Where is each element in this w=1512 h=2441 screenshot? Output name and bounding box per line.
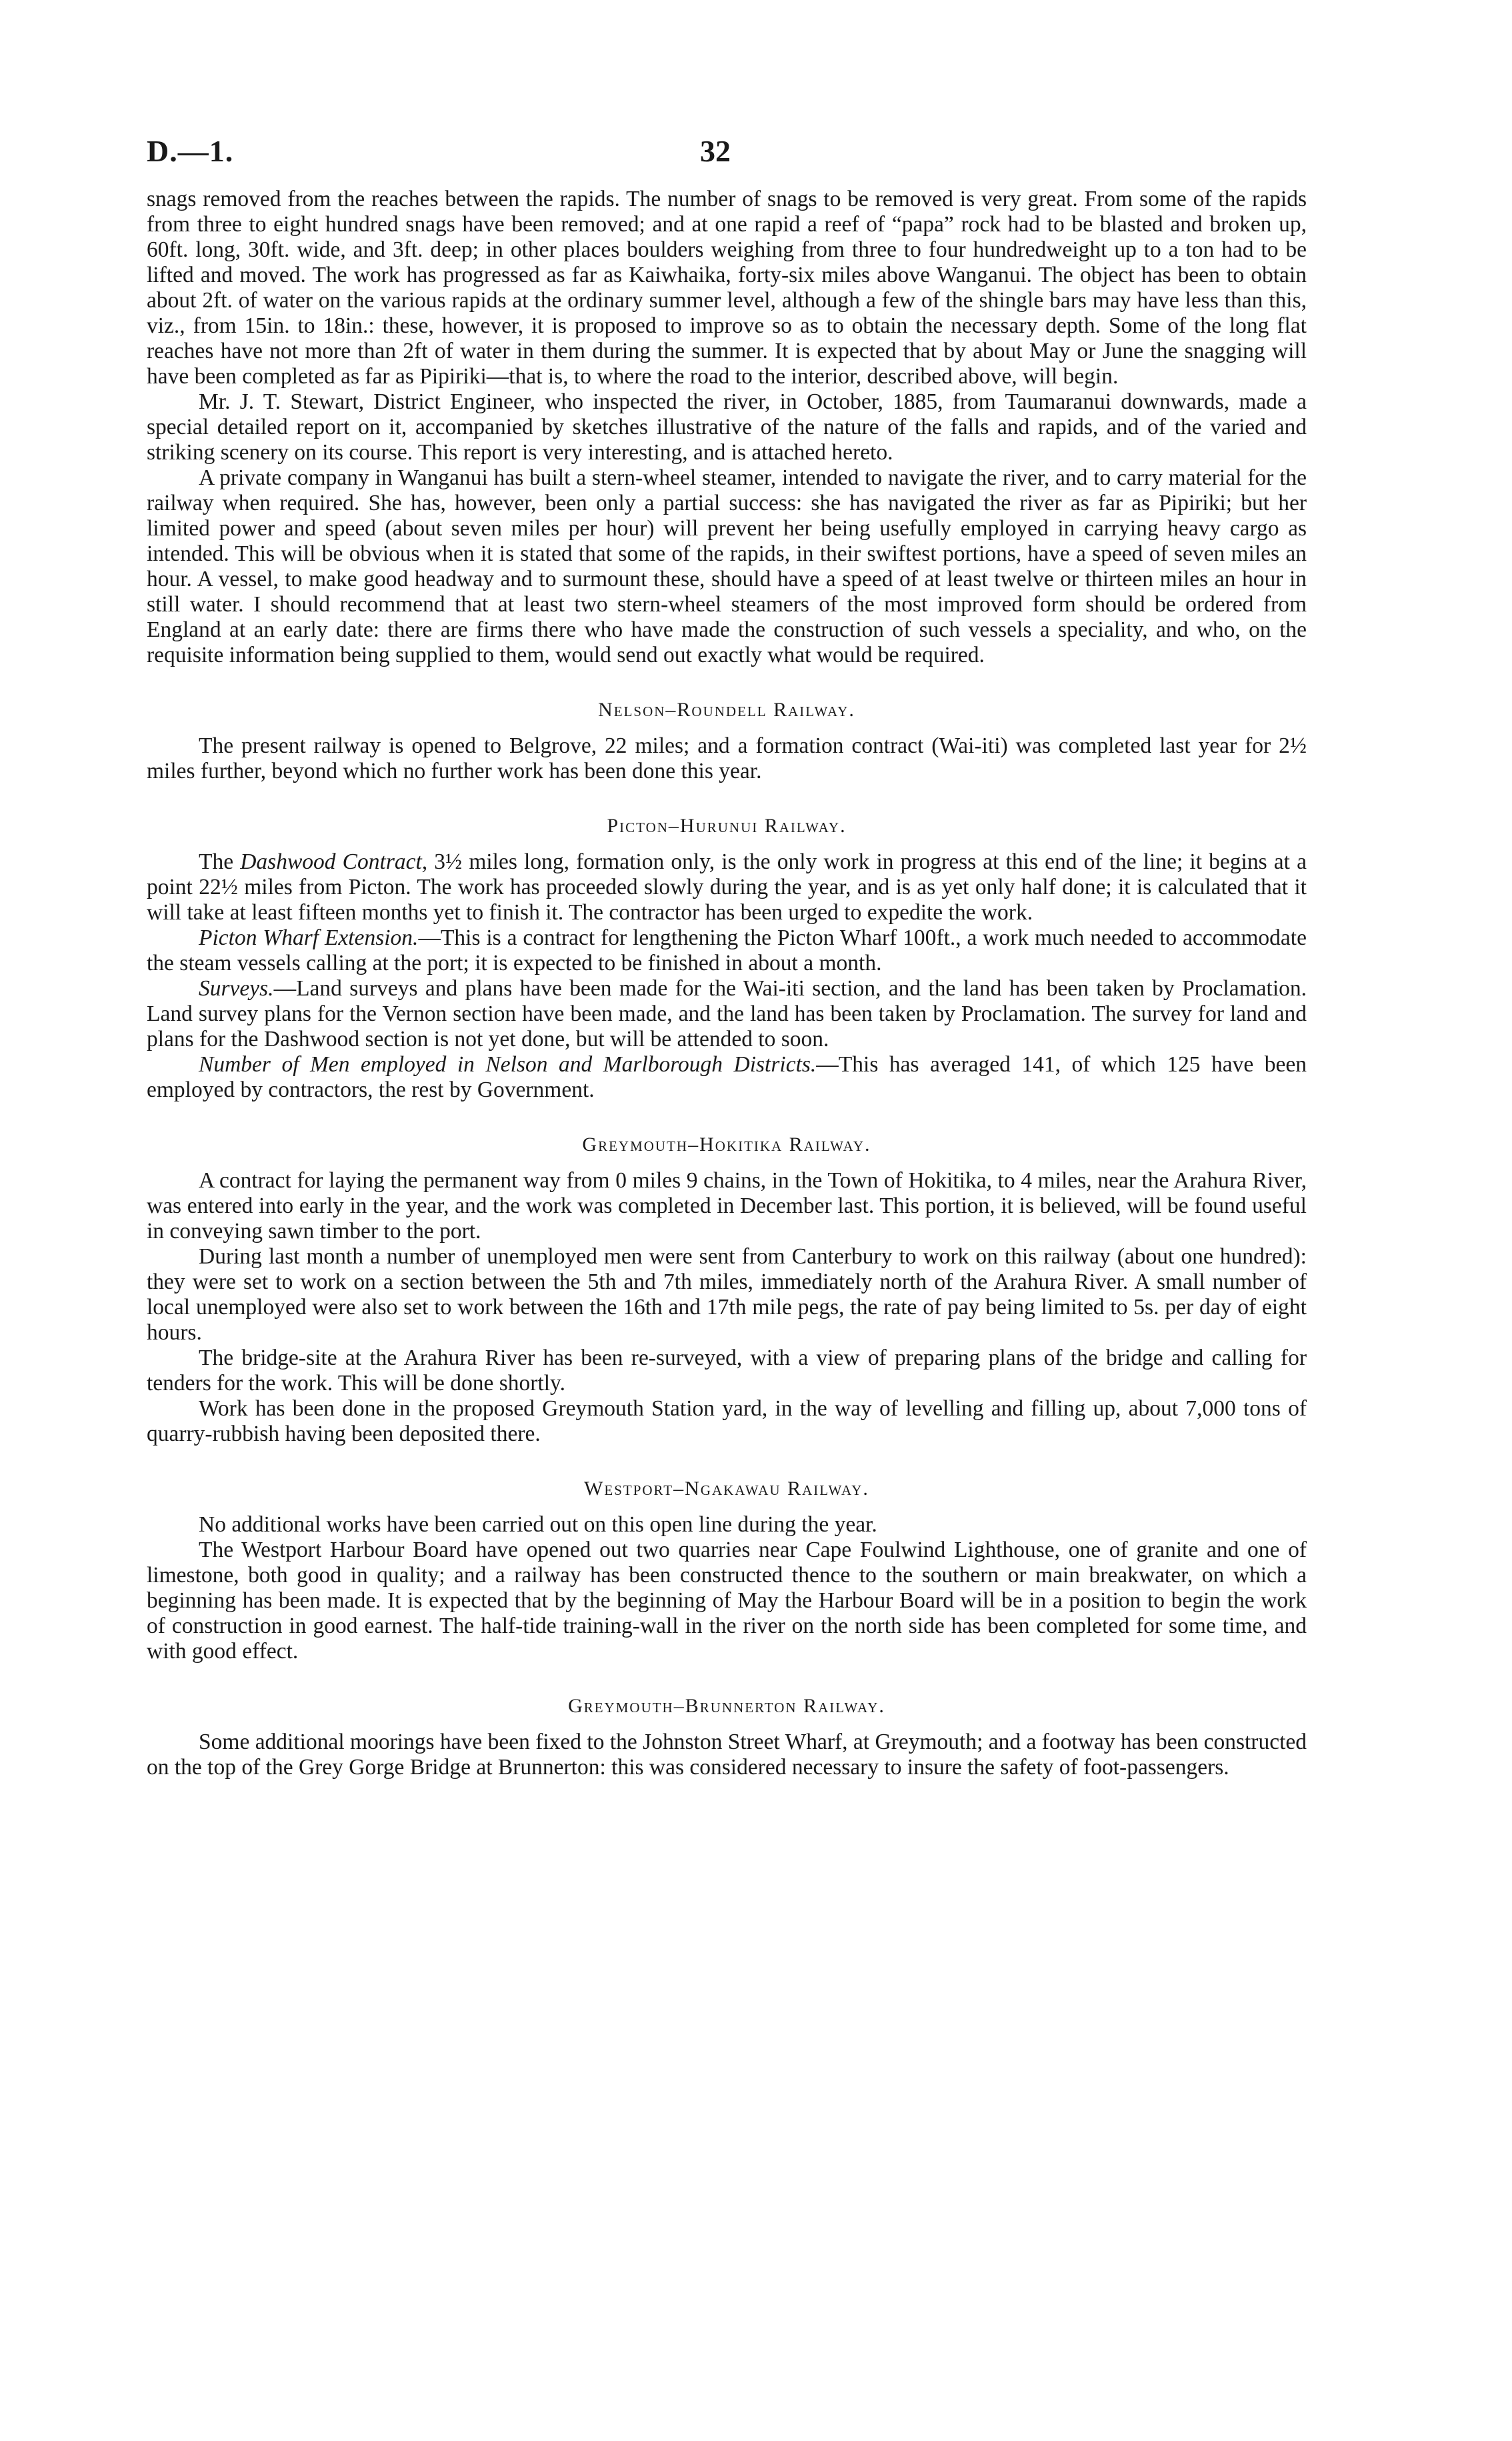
paragraph: The Westport Harbour Board have opened out two quarries near Cape Foulwind Lighthouse, one of granite and one of limestone, both good in quality; and a railway has been constructed thence to the southern or main breakwater, on which a beginning has been made. It is expected that by the beginning of May the Harbour Board will be in a position to begin the work of construction in good earnest. The half-tide training-wall in the river on the north side has been completed for some time, and with good effect. [147, 1538, 1307, 1664]
paragraph: The present railway is opened to Belgrove, 22 miles; and a formation contract (Wai-iti) was completed last year for 2½ miles further, beyond which no further work has been done this year. [147, 733, 1307, 783]
picton-hurunui-section [147, 815, 1307, 1103]
nelson-roundell-section [147, 699, 1307, 784]
section-heading: Picton–Hurunui Railway. [607, 815, 847, 837]
document-page [147, 133, 1307, 1780]
paragraph-text: —This has averaged 141, of which 125 have been employed by contractors, the rest by Government. [147, 1052, 1307, 1102]
paragraph-italic-lead: Picton Wharf Extension. [199, 925, 419, 950]
greymouth-brunnerton-section [147, 1695, 1307, 1780]
paragraph [147, 976, 1307, 1052]
greymouth-hokitika-section [147, 1133, 1307, 1447]
paragraph: A private company in Wanganui has built a stern-wheel steamer, intended to navigate the river, and to carry material for the railway when required. She has, however, been only a partial success: she has navigated the river as far as Pipiriki; but her limited power and speed (about seven miles per hour) will prevent her being usefully employed in carrying heavy cargo as intended. This will be obvious when it is stated that some of the rapids, in their swiftest portions, have a speed of seven miles an hour. A vessel, to make good headway and to surmount these, should have a speed of at least twelve or thirteen miles an hour in still water. I should recommend that at least two stern-wheel steamers of the most improved form should be ordered from England at an early date: there are firms there who have made the construction of such vessels a speciality, and who, on the requisite information being supplied to them, would send out exactly what would be required. [147, 465, 1307, 667]
paragraph [147, 925, 1307, 976]
section-heading: Nelson–Roundell Railway. [598, 699, 855, 721]
document-reference: D.—1. [147, 134, 234, 168]
paragraph-text: —This is a contract for lengthening the Picton Wharf 100ft., a work much needed to accommodate the steam vessels calling at the port; it is expected to be finished in about a month. [147, 925, 1307, 975]
paragraph: A contract for laying the permanent way from 0 miles 9 chains, in the Town of Hokitika, to 4 miles, near the Arahura River, was entered into early in the year, and the work was completed in December last. This portion, it is believed, will be found useful in conveying sawn timber to the port. [147, 1168, 1307, 1244]
paragraph-text: 3½ miles long, formation only, is the only work in progress at this end of the line; it begins at a point 22½ miles from Picton. The work has proceeded slowly during the year, and is as yet only half done; it is calculated that it will take at least fifteen months yet to finish it. The contractor has been urged to expedite the work. [147, 849, 1307, 925]
paragraph-italic-lead: Dashwood Contract, [240, 849, 428, 874]
paragraph: Mr. J. T. Stewart, District Engineer, who inspected the river, in October, 1885, from Taumaranui downwards, made a special detailed report on it, accompanied by sketches illustrative of the nature of the falls and rapids, and of the varied and striking scenery on its course. This report is very interesting, and is attached hereto. [147, 389, 1307, 465]
page-number: 32 [700, 134, 731, 168]
paragraph: snags removed from the reaches between the rapids. The number of snags to be removed is very great. From some of the rapids from three to eight hundred snags have been removed; and at one rapid a reef of “papa” rock had to be blasted and broken up, 60ft. long, 30ft. wide, and 3ft. deep; in other places boulders weighing from three to four hundredweight up to a ton had to be lifted and moved. The work has progressed as far as Kaiwhaika, forty-six miles above Wanganui. The object has been to obtain about 2ft. of water on the various rapids at the ordinary summer level, although a few of the shingle bars may have less than this, viz., from 15in. to 18in.: these, however, it is proposed to improve so as to obtain the necessary depth. Some of the long flat reaches have not more than 2ft of water in them during the summer. It is expected that by about May or June the snagging will have been completed as far as Pipiriki—that is, to where the road to the interior, described above, will begin. [147, 187, 1307, 389]
paragraph: Some additional moorings have been fixed to the Johnston Street Wharf, at Greymouth; and a footway has been constructed on the top of the Grey Gorge Bridge at Brunnerton: this was considered necessary to insure the safety of foot-passengers. [147, 1730, 1307, 1780]
paragraph-text: —Land surveys and plans have been made for the Wai-iti section, and the land has been taken by Proclamation. Land survey plans for the Vernon section have been made, and the land has been taken by Proclamation. The survey for land and plans for the Dashwood section is not yet done, but will be attended to soon. [147, 976, 1307, 1051]
page-header [147, 133, 1307, 187]
section-heading: Greymouth–Brunnerton Railway. [568, 1695, 885, 1717]
paragraph: Work has been done in the proposed Greymouth Station yard, in the way of levelling and filling up, about 7,000 tons of quarry-rubbish having been deposited there. [147, 1396, 1307, 1446]
paragraph: The bridge-site at the Arahura River has been re-surveyed, with a view of preparing plans of the bridge and calling for tenders for the work. This will be done shortly. [147, 1346, 1307, 1396]
section-heading: Westport–Ngakawau Railway. [584, 1478, 869, 1500]
paragraph-italic-lead: Surveys. [199, 976, 274, 1001]
paragraph-italic-lead: Number of Men employed in Nelson and Marlborough Districts. [199, 1052, 817, 1077]
paragraph-lead: The [199, 849, 241, 874]
paragraph [147, 849, 1307, 925]
wanganui-river-section [147, 187, 1307, 668]
westport-ngakawau-section [147, 1478, 1307, 1664]
paragraph: During last month a number of unemployed men were sent from Canterbury to work on this railway (about one hundred): they were set to work on a section between the 5th and 7th miles, immediately north of the Arahura River. A small number of local unemployed were also set to work between the 16th and 17th mile pegs, the rate of pay being limited to 5s. per day of eight hours. [147, 1244, 1307, 1345]
paragraph: No additional works have been carried out on this open line during the year. [199, 1512, 877, 1537]
section-heading: Greymouth–Hokitika Railway. [582, 1133, 871, 1155]
paragraph [147, 1052, 1307, 1103]
